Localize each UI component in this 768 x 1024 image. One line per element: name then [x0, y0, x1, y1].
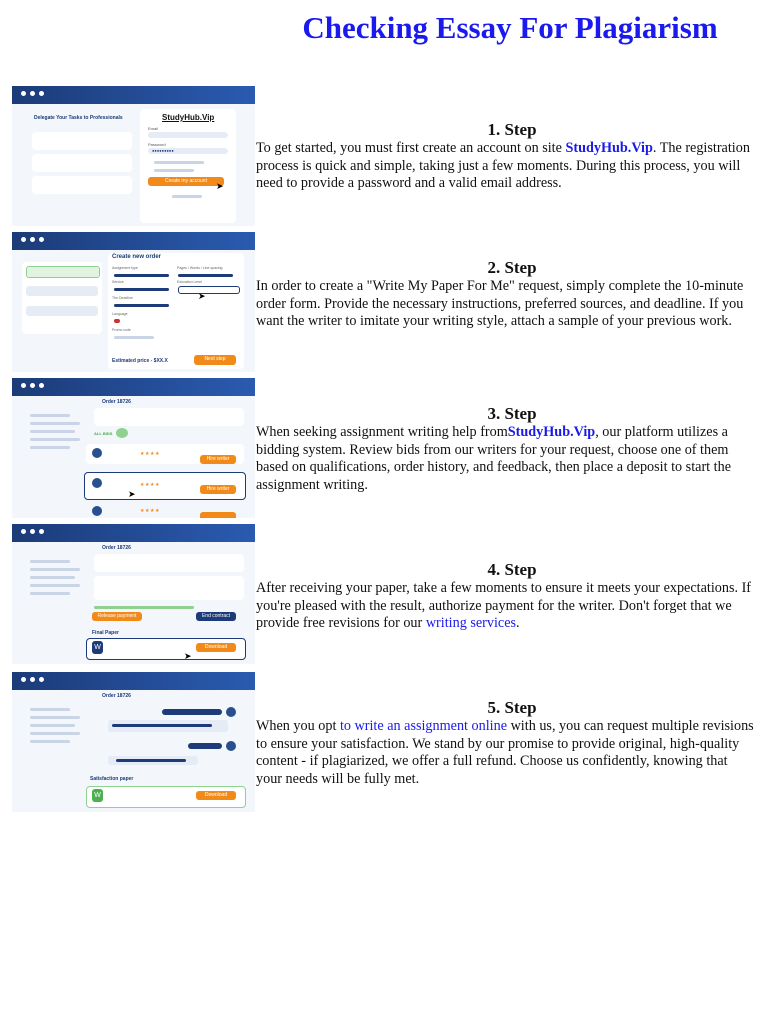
window-dots-icon: [21, 677, 44, 682]
shot-sidebar-line: [30, 560, 70, 563]
shot-chat-bubble: [162, 709, 222, 715]
shot-label: Assignment type: [112, 266, 138, 270]
shot-step-item: [26, 286, 98, 296]
step-4-text: [256, 580, 756, 633]
shot-sidebar-line: [30, 430, 75, 433]
step-4-text-a: After receiving your paper, take a few moments to ensure it meets your expectations. If you're pleased with the result, authorize payment for the writer. Don't forget that we provide free revisions for our: [256, 580, 752, 631]
step-5-heading: 5. Step: [487, 698, 537, 717]
step-2-text: In order to create a "Write My Paper For Me" request, simply complete the 10-minute order form. Provide the necessary instructions, preferred sources, and deadline. If you want the writer to imitate your writing style, attach a sample of your previous work.: [256, 278, 744, 329]
browser-bar: [12, 232, 255, 250]
step-5-text: [256, 718, 756, 788]
shot-email-field: [148, 132, 228, 138]
step-4-text-b: .: [516, 615, 520, 631]
cursor-icon: ➤: [198, 291, 206, 301]
shot-sidebar-line: [30, 438, 80, 441]
shot-order-card: [94, 554, 244, 572]
shot-sidebar-line: [30, 584, 80, 587]
shot-field: [114, 336, 154, 339]
shot-sidebar-line: [30, 708, 70, 711]
shot-sidebar-line: [30, 592, 70, 595]
flag-icon: [114, 319, 120, 323]
step-5-text-b: with us, you can request multiple revisions to ensure your satisfaction. We stand by our promise to provide original, high-quality content - if plagiarized, we offer a full refund. Choose us confidently, knowing that your needs will be fully met.: [256, 718, 754, 787]
shot-final: Final Paper: [92, 630, 119, 636]
shot-all-bids: ALL BIDS: [94, 431, 113, 436]
step-5-text-a: When you opt: [256, 718, 340, 734]
step-4-link[interactable]: writing services: [425, 615, 517, 631]
shot-line: [172, 195, 202, 198]
step-3-screenshot: [12, 378, 255, 518]
shot-sidebar-line: [30, 732, 80, 735]
shot-field: [114, 304, 169, 307]
browser-bar: [12, 672, 255, 690]
shot-sidebar-line: [30, 422, 80, 425]
shot-chat-line: [116, 759, 186, 762]
shot-label: Language: [112, 312, 128, 316]
word-doc-icon: W: [92, 641, 103, 654]
rating-stars-icon: ★★★★: [140, 451, 160, 457]
shot-label: Education Level: [177, 280, 202, 284]
shot-order-card: [94, 408, 244, 426]
step-1-heading: 1. Step: [487, 120, 537, 139]
shot-form-card: [108, 253, 244, 369]
step-1-brand-link[interactable]: StudyHub.Vip: [565, 140, 653, 156]
shot-sidebar-line: [30, 414, 70, 417]
step-1-text-a: To get started, you must first create an account on site: [256, 140, 566, 156]
step-1-text-b: . The registration process is quick and simple, taking just a few moments. During this process, you will need to provide a password and a valid email address.: [256, 140, 750, 191]
cursor-icon: ➤: [184, 651, 192, 661]
window-dots-icon: [21, 529, 44, 534]
shot-list-card: [32, 176, 132, 194]
step-2-heading: 2. Step: [487, 258, 537, 277]
step-1-screenshot: [12, 86, 255, 226]
shot-progress: [94, 606, 194, 609]
window-dots-icon: [21, 383, 44, 388]
step-1-text: [256, 140, 756, 193]
writer-avatar-icon: [92, 478, 102, 488]
shot-price: Estimated price - $XX.X: [112, 358, 168, 364]
browser-bar: [12, 524, 255, 542]
step-3-text-b: , our platform utilizes a bidding system. Review bids from our writers for your request, choose one of them based on qualifications, order history, and feedback, then place a deposit to start the assignment writing.: [256, 424, 731, 493]
shot-field: [114, 274, 169, 277]
step-3-text-a: When seeking assignment writing help from: [256, 424, 508, 440]
shot-heading: Create new order: [112, 254, 162, 260]
shot-satisfaction: Satisfaction paper: [90, 776, 134, 782]
shot-label: Pages / Words / Line spacing: [177, 266, 223, 270]
shot-chat-bubble: [188, 743, 222, 749]
shot-download-button: Download: [196, 791, 236, 800]
shot-hire-button: Hire writer: [200, 455, 236, 464]
shot-left-title: Delegate Your Tasks to Professionals: [34, 115, 123, 121]
shot-hire-button: Hire writer: [200, 485, 236, 494]
shot-label: The Deadline: [112, 296, 133, 300]
writer-avatar-icon: [92, 506, 102, 516]
shot-download-button: Download: [196, 643, 236, 652]
shot-list-card: [32, 132, 132, 150]
browser-bar: [12, 86, 255, 104]
shot-sidebar-line: [30, 446, 70, 449]
shot-field: [178, 274, 233, 277]
step-5-screenshot: [12, 672, 255, 812]
window-dots-icon: [21, 91, 44, 96]
shot-order: Order 18726: [102, 399, 131, 405]
user-avatar-icon: [226, 707, 236, 717]
step-2-screenshot: [12, 232, 255, 372]
shot-field: [114, 288, 169, 291]
shot-label: Promo code: [112, 328, 131, 332]
step-3-brand-link[interactable]: StudyHub.Vip: [507, 424, 596, 440]
shot-release-button: Release payment: [92, 612, 142, 621]
user-avatar-icon: [226, 741, 236, 751]
shot-line: [154, 161, 204, 164]
shot-step-item: [26, 306, 98, 316]
rating-stars-icon: ★★★★: [140, 508, 160, 514]
shot-sidebar-line: [30, 716, 80, 719]
shot-line: [154, 169, 194, 172]
shot-brand: StudyHub.Vip: [162, 113, 215, 122]
browser-bar: [12, 378, 255, 396]
step-5-link[interactable]: to write an assignment online: [339, 718, 508, 734]
shot-next-button: Next step: [194, 355, 236, 365]
shot-writer-card: [94, 576, 244, 600]
step-3-text: [256, 424, 756, 494]
shot-list-card: [32, 154, 132, 172]
step-4-screenshot: [12, 524, 255, 664]
shot-order: Order 18726: [102, 545, 131, 551]
page-title: Checking Essay For Plagiarism: [302, 10, 718, 45]
shot-education-field: [178, 286, 240, 294]
rating-stars-icon: ★★★★: [140, 482, 160, 488]
step-4-heading: 4. Step: [487, 560, 537, 579]
cursor-icon: ➤: [216, 181, 224, 191]
shot-label: Service: [112, 280, 124, 284]
step-3-heading: 3. Step: [487, 404, 537, 423]
writer-avatar-icon: [92, 448, 102, 458]
shot-order: Order 18726: [102, 693, 131, 699]
shot-sidebar-line: [30, 568, 80, 571]
shot-step-active: [26, 266, 100, 278]
shot-email-label: Email: [148, 126, 159, 131]
cursor-icon: ➤: [128, 489, 136, 499]
shot-chat-line: [112, 724, 212, 727]
shot-bids-count: [116, 428, 128, 438]
shot-hire-button: [200, 512, 236, 518]
doc-icon: W: [92, 789, 103, 802]
shot-sidebar-line: [30, 740, 70, 743]
shot-password-mask: ●●●●●●●●●: [152, 148, 174, 153]
window-dots-icon: [21, 237, 44, 242]
shot-sidebar-line: [30, 724, 75, 727]
shot-sidebar-line: [30, 576, 75, 579]
shot-end-button: End contract: [196, 612, 236, 621]
shot-create-account-button: Create my account: [148, 177, 224, 186]
shot-password-label: Password: [148, 142, 166, 147]
